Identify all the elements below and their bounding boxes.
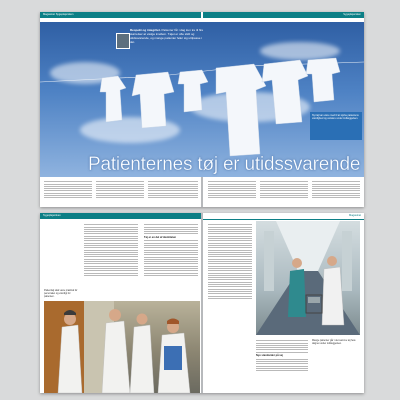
corridor-photo — [256, 221, 360, 335]
running-header-right-text: Sygeplejersken — [343, 13, 361, 16]
staff-figures — [44, 301, 200, 393]
running-header-right — [203, 12, 364, 18]
top-spread — [40, 12, 364, 207]
running-header-left — [40, 12, 201, 18]
running-header-right-bottom — [203, 213, 364, 220]
staff-photo — [44, 301, 200, 393]
running-header-right-bottom-text: Magasinet — [349, 214, 361, 217]
gutter-bottom — [201, 213, 203, 393]
body-column-b3 — [208, 223, 252, 300]
body-column-1 — [44, 180, 92, 200]
section-heading: Tøj er en del af identiteten — [144, 235, 177, 239]
author-portrait — [116, 33, 130, 49]
body-column-4 — [208, 180, 256, 200]
body-column-b2 — [144, 223, 198, 277]
running-header-left-bottom-text: Sygeplejersken — [43, 214, 61, 217]
intro-text — [130, 28, 204, 44]
side-caption: Patienttøj skal være praktisk for personalet og værdigt for patienten. — [44, 289, 78, 298]
callout-box — [310, 112, 362, 140]
body-column-3 — [148, 180, 198, 200]
running-header-left-bottom — [40, 213, 201, 219]
body-column-b4 — [256, 339, 308, 373]
running-header-left-text: Magasinet Sygeplejersken — [43, 13, 74, 16]
gutter — [201, 177, 203, 207]
right-heading: Nye standarder på vej — [256, 354, 283, 358]
body-column-5 — [260, 180, 308, 200]
headline: Patienternes tøj er utidssvarende — [88, 154, 361, 175]
callout-text: Nyt tøj kan være med til at styrke patientens værdighed og velvære under indlæggelsen. — [312, 114, 359, 121]
body-column-b1 — [84, 223, 138, 277]
bottom-spread — [40, 213, 364, 393]
intro-lead: Respekt og integritet. — [130, 28, 161, 32]
body-column-6 — [312, 180, 360, 200]
corridor-scene — [256, 221, 360, 335]
right-caption: Mange patienter går i det samme tøj hele døgnet under indlæggelsen. — [312, 339, 356, 345]
body-column-2 — [96, 180, 144, 200]
intro-body: Patienter får i dag kun tre til fire størrelser at vælge imellem. Tøjet er ofte slidt og utidssvarende, og mange patienter føler sig utilpasse i det. — [130, 28, 204, 45]
